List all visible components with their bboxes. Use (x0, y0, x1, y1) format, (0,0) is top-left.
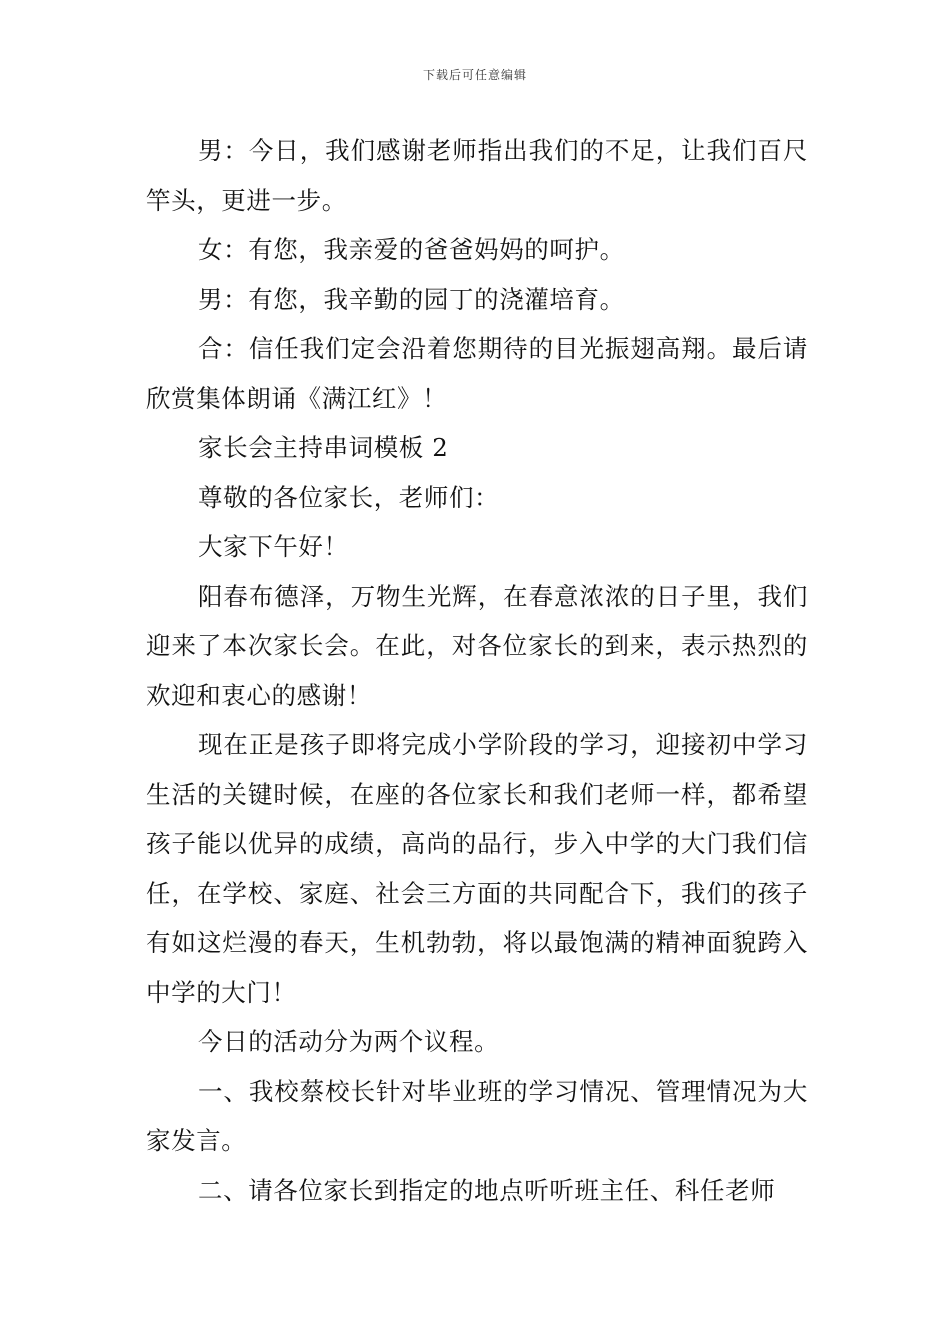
paragraph: 合：信任我们定会沿着您期待的目光振翅高翔。最后请欣赏集体朗诵《满江红》！ (146, 334, 808, 413)
document-body (146, 126, 808, 1215)
paragraph: 男：有您，我辛勤的园丁的浇灌培育。 (198, 284, 625, 314)
greeting: 大家下午好！ (198, 532, 349, 561)
paragraph: 男：今日，我们感谢老师指出我们的不足，让我们百尺竿头，更进一步。 (146, 136, 808, 215)
paragraph: 现在正是孩子即将完成小学阶段的学习，迎接初中学习生活的关键时候，在座的各位家长和我们老师一样，都希望孩子能以优异的成绩，高尚的品行，步入中学的大门我们信任，在学校、家庭、社会三方面的共同配合下，我们的孩子有如这烂漫的春天，生机勃勃，将以最饱满的精神面貌跨入中学的大门！ (146, 730, 808, 1007)
section-heading: 家长会主持串词模板 2 (198, 433, 449, 462)
agenda-item: 一、我校蔡校长针对毕业班的学习情况、管理情况为大家发言。 (146, 1076, 808, 1155)
paragraph: 今日的活动分为两个议程。 (198, 1027, 500, 1056)
agenda-item: 二、请各位家长到指定的地点听听班主任、科任老师 (198, 1175, 776, 1205)
salutation: 尊敬的各位家长，老师们： (198, 482, 500, 512)
paragraph: 阳春布德泽，万物生光辉，在春意浓浓的日子里，我们迎来了本次家长会。在此，对各位家长的到来，表示热烈的欢迎和衷心的感谢！ (146, 581, 808, 710)
header-note: 下载后可任意编辑 (422, 68, 527, 82)
paragraph: 女：有您，我亲爱的爸爸妈妈的呵护。 (198, 235, 625, 264)
